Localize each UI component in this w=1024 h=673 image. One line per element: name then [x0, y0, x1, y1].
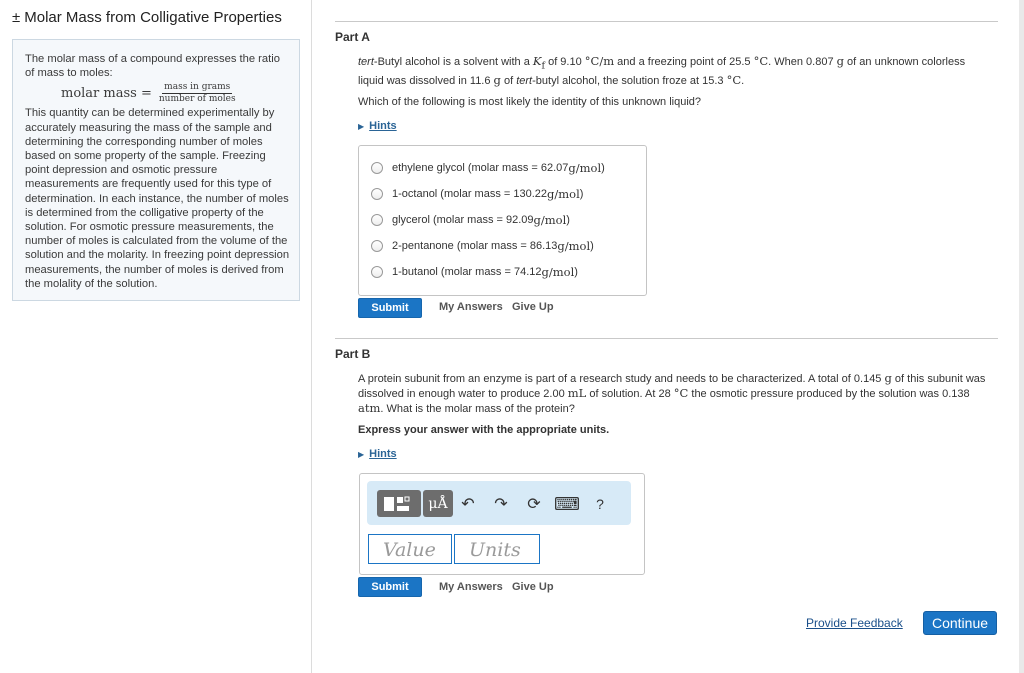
units-input[interactable]: Units	[454, 534, 540, 564]
text-segment: . What is the molar mass of the protein?	[380, 403, 575, 415]
text-segment: )	[574, 266, 578, 278]
text-segment: )	[579, 188, 584, 200]
templates-button[interactable]	[377, 490, 421, 517]
unit: °C	[726, 73, 742, 88]
choice-label: 1-octanol (molar mass = 130.22	[392, 188, 547, 200]
solvent-name: tert	[516, 75, 533, 88]
page-title	[12, 9, 282, 26]
unit: g/mol	[568, 161, 602, 175]
part-a-give-up-link[interactable]: Give Up	[512, 301, 554, 313]
part-b-give-up-link[interactable]: Give Up	[512, 581, 554, 593]
part-b-question-text	[358, 371, 998, 416]
reset-icon[interactable]: ⟳	[527, 496, 541, 513]
part-a-question-text	[358, 54, 988, 88]
text-segment: -butyl alcohol, the solution froze at 15.3	[532, 75, 727, 88]
unit: g	[493, 73, 501, 88]
unit: atm	[358, 401, 381, 415]
kf-letter: K	[532, 54, 542, 68]
part-a-my-answers-link[interactable]: My Answers	[439, 301, 503, 313]
part-a-prompt: Which of the following is most likely the identity of this unknown liquid?	[358, 96, 702, 108]
hints-label: Hints	[369, 120, 397, 132]
text-segment: )	[601, 162, 605, 174]
kf-subscript: f	[541, 60, 546, 72]
equation-denominator: number of moles	[158, 94, 236, 105]
equation-fraction	[157, 82, 238, 105]
choice-label: glycerol (molar mass = 92.09	[392, 214, 534, 226]
radio-button[interactable]	[371, 266, 383, 278]
unit: g/mol	[547, 187, 580, 201]
text-segment: of 9.10	[545, 56, 585, 68]
choice-ethylene-glycol[interactable]	[371, 161, 605, 175]
text-segment: .	[741, 75, 745, 88]
part-b-instruction: Express your answer with the appropriate units.	[358, 424, 610, 436]
left-panel	[0, 0, 312, 673]
plus-minus-icon: ±	[12, 9, 21, 26]
radio-button[interactable]	[371, 214, 383, 226]
choice-label: 1-butanol (molar mass = 74.12	[392, 266, 542, 278]
kf-symbol	[532, 54, 546, 72]
text-segment: of	[500, 75, 517, 88]
unit: °C	[753, 54, 769, 68]
unit: g	[884, 371, 892, 385]
radio-button[interactable]	[371, 188, 383, 200]
radio-button[interactable]	[371, 162, 383, 174]
part-b-hints-link[interactable]	[358, 448, 397, 460]
intro-box	[12, 39, 300, 301]
text-segment: )	[590, 240, 594, 252]
part-b-title: Part B	[335, 347, 371, 361]
text-segment: of this subunit was dissolved in enough water to produce 2.00	[358, 373, 986, 400]
text-segment: of solution. At 28	[586, 388, 674, 400]
choice-1-octanol[interactable]	[371, 187, 583, 201]
intro-paragraph-1: The molar mass of a compound expresses the ratio of mass to moles:	[25, 53, 280, 80]
keyboard-icon[interactable]: ⌨	[554, 493, 580, 514]
text-segment: the osmotic pressure produced by the solution was 0.138	[688, 388, 970, 400]
choice-2-pentanone[interactable]	[371, 239, 594, 253]
part-a-choices	[358, 145, 647, 296]
unit: °C/m	[584, 54, 615, 68]
equation-lhs: molar mass =	[61, 85, 152, 101]
text-segment: )	[566, 214, 570, 226]
hints-label: Hints	[369, 448, 397, 460]
part-b-my-answers-link[interactable]: My Answers	[439, 581, 503, 593]
caret-right-icon: ▶	[358, 450, 365, 459]
text-segment: of an unknown colorless liquid was dissolved in 11.6	[358, 56, 966, 88]
intro-paragraph-2: This quantity can be determined experimentally by accurately measuring the mass of the sample and determining the corresponding number of moles based on some property of the sample. Freezing point depression and osmotic pressure measurements are frequently used for this type of determination. In each instance, the number of moles is determined from the colligative property of the solution. For osmotic pressure measurements, the number of moles is calculated from the volume of the solution and the molarity. In freezing point depression measurements, the number of moles is derived from the molality of the solution.	[25, 107, 290, 290]
part-b-submit-button[interactable]: Submit	[358, 577, 422, 597]
equation-numerator: mass in grams	[164, 82, 231, 93]
choice-1-butanol[interactable]	[371, 265, 578, 279]
continue-button[interactable]: Continue	[923, 611, 997, 635]
divider	[335, 338, 998, 339]
page-title-text: Molar Mass from Colligative Properties	[24, 9, 282, 26]
unit: g/mol	[557, 239, 591, 253]
text-segment: -Butyl alcohol is a solvent with a	[373, 56, 533, 68]
part-a-title: Part A	[335, 30, 370, 44]
math-toolbar	[367, 481, 631, 525]
undo-icon[interactable]: ↶	[461, 496, 475, 513]
molar-mass-equation	[61, 82, 291, 105]
unit: °C	[673, 386, 689, 400]
scrollbar[interactable]	[1019, 0, 1024, 673]
divider	[335, 21, 998, 22]
provide-feedback-link[interactable]: Provide Feedback	[806, 616, 903, 630]
text-segment: . When 0.807	[768, 56, 837, 68]
templates-icon	[381, 494, 417, 514]
part-a-hints-link[interactable]	[358, 120, 397, 132]
caret-right-icon: ▶	[358, 122, 365, 131]
choice-label: ethylene glycol (molar mass = 62.07	[392, 162, 569, 174]
text-segment: and a freezing point of 25.5	[614, 56, 754, 68]
unit: g/mol	[533, 213, 567, 227]
choice-glycerol[interactable]	[371, 213, 570, 227]
part-a-submit-button[interactable]: Submit	[358, 298, 422, 318]
unit: g	[836, 54, 844, 68]
choice-label: 2-pentanone (molar mass = 86.13	[392, 240, 558, 252]
radio-button[interactable]	[371, 240, 383, 252]
units-symbols-button[interactable]: μÅ	[423, 490, 453, 517]
help-icon[interactable]: ?	[596, 496, 604, 512]
value-input[interactable]: Value	[368, 534, 452, 564]
unit: mL	[567, 386, 587, 400]
main-content	[335, 0, 998, 673]
redo-icon[interactable]: ↷	[494, 496, 508, 513]
solvent-name: tert	[358, 56, 374, 68]
text-segment: A protein subunit from an enzyme is part of a research study and needs to be characterized. A total of 0.145	[358, 373, 885, 385]
part-b-answer-box	[359, 473, 645, 575]
unit: g/mol	[541, 265, 575, 279]
